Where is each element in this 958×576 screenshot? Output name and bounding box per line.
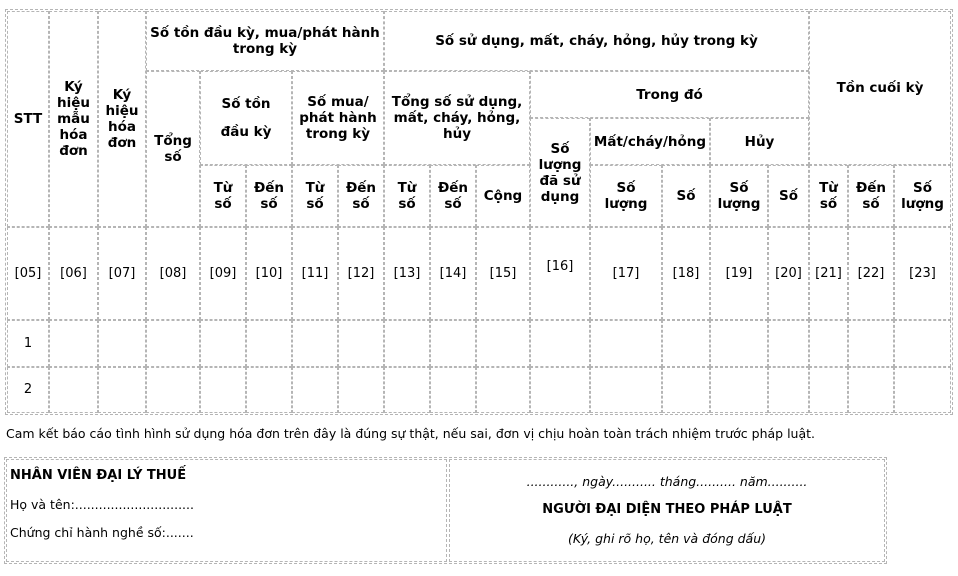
row-1-cell (768, 320, 809, 367)
header-den-so-10: Đến số (246, 165, 292, 227)
header-so-mua-phat-hanh: Số mua/ phát hành trong kỳ (292, 71, 384, 165)
header-huy: Hủy (710, 118, 809, 165)
row-2-cell (338, 367, 384, 413)
row-2-cell (49, 367, 98, 413)
header-so-20: Số (768, 165, 809, 227)
code-23: [23] (894, 227, 951, 320)
code-21: [21] (809, 227, 848, 320)
row-2-cell (292, 367, 338, 413)
row-1-cell (894, 320, 951, 367)
header-den-so-12: Đến số (338, 165, 384, 227)
code-19: [19] (710, 227, 768, 320)
row-1-cell (200, 320, 246, 367)
row-2-cell (530, 367, 590, 413)
row-1-cell (430, 320, 476, 367)
header-tu-so-09: Từ số (200, 165, 246, 227)
header-mat-chay-hong: Mất/cháy/hỏng (590, 118, 710, 165)
header-stt: STT (7, 11, 49, 227)
date-line: ............, ngày........... tháng.......... năm.......... (526, 474, 808, 489)
certificate-line: Chứng chỉ hành nghề số:....... (10, 525, 194, 540)
code-15: [15] (476, 227, 530, 320)
header-cong-15: Cộng (476, 165, 530, 227)
legal-representative-title: NGƯỜI ĐẠI DIỆN THEO PHÁP LUẬT (542, 502, 792, 517)
row-2-cell (848, 367, 894, 413)
code-08: [08] (146, 227, 200, 320)
row-2-cell (430, 367, 476, 413)
row-1-cell (338, 320, 384, 367)
code-13: [13] (384, 227, 430, 320)
row-1-cell (809, 320, 848, 367)
header-ky-hieu-hoa-don: Ký hiệu hóa đơn (98, 11, 146, 227)
row-1-cell (848, 320, 894, 367)
code-07: [07] (98, 227, 146, 320)
code-12: [12] (338, 227, 384, 320)
row-2-cell (384, 367, 430, 413)
code-11: [11] (292, 227, 338, 320)
header-tong-so: Tổng số (146, 71, 200, 227)
header-den-so-22: Đến số (848, 165, 894, 227)
header-ton-cuoi-ky: Tồn cuối kỳ (809, 11, 951, 165)
row-1-cell (710, 320, 768, 367)
header-so-ton-dau-ky: Số tồn đầu kỳ (200, 71, 292, 165)
commitment-text: Cam kết báo cáo tình hình sử dụng hóa đơn trên đây là đúng sự thật, nếu sai, đơn vị chịu hoàn toàn trách nhiệm trước pháp luật. (6, 426, 815, 441)
row-1-cell (98, 320, 146, 367)
row-2-cell (809, 367, 848, 413)
code-10: [10] (246, 227, 292, 320)
code-06: [06] (49, 227, 98, 320)
code-18: [18] (662, 227, 710, 320)
code-14: [14] (430, 227, 476, 320)
row-1-cell (146, 320, 200, 367)
header-tong-so-su-dung: Tổng số sử dụng, mất, cháy, hỏng, hủy (384, 71, 530, 165)
code-09: [09] (200, 227, 246, 320)
header-so-luong-da-su-dung: Số lượng đã sử dụng (530, 118, 590, 227)
header-trong-do: Trong đó (530, 71, 809, 118)
row-2-cell (200, 367, 246, 413)
tax-agent-title: NHÂN VIÊN ĐẠI LÝ THUẾ (10, 468, 187, 483)
code-22: [22] (848, 227, 894, 320)
code-20: [20] (768, 227, 809, 320)
row-2-cell (894, 367, 951, 413)
row-1-cell (662, 320, 710, 367)
row-1-cell (246, 320, 292, 367)
row-1-cell (384, 320, 430, 367)
row-2-cell (146, 367, 200, 413)
row-1-cell (292, 320, 338, 367)
row-1-cell (476, 320, 530, 367)
row-2-cell (710, 367, 768, 413)
row-1-cell (49, 320, 98, 367)
row-1-cell (530, 320, 590, 367)
header-ky-hieu-mau: Ký hiệu mẫu hóa đơn (49, 11, 98, 227)
signature-note: (Ký, ghi rõ họ, tên và đóng dấu) (567, 531, 767, 546)
header-tu-so-13: Từ số (384, 165, 430, 227)
row-2-cell (662, 367, 710, 413)
name-line: Họ và tên:.............................. (10, 497, 194, 512)
row-2-cell (590, 367, 662, 413)
header-tu-so-11: Từ số (292, 165, 338, 227)
header-so-18: Số (662, 165, 710, 227)
header-den-so-14: Đến số (430, 165, 476, 227)
header-so-luong-17: Số lượng (590, 165, 662, 227)
row-2-cell (98, 367, 146, 413)
row-1-cell (590, 320, 662, 367)
header-tu-so-21: Từ số (809, 165, 848, 227)
header-ton-dau-ky-mua: Số tồn đầu kỳ, mua/phát hành trong kỳ (146, 11, 384, 71)
row-2-cell (768, 367, 809, 413)
code-05: [05] (7, 227, 49, 320)
header-so-luong-23: Số lượng (894, 165, 951, 227)
row-2-cell (476, 367, 530, 413)
code-16: [16] (530, 227, 590, 320)
header-so-luong-19: Số lượng (710, 165, 768, 227)
row-2-cell (246, 367, 292, 413)
row-2-stt: 2 (7, 367, 49, 413)
code-17: [17] (590, 227, 662, 320)
row-1-stt: 1 (7, 320, 49, 367)
header-su-dung-mat-chay: Số sử dụng, mất, cháy, hỏng, hủy trong kỳ (384, 11, 809, 71)
